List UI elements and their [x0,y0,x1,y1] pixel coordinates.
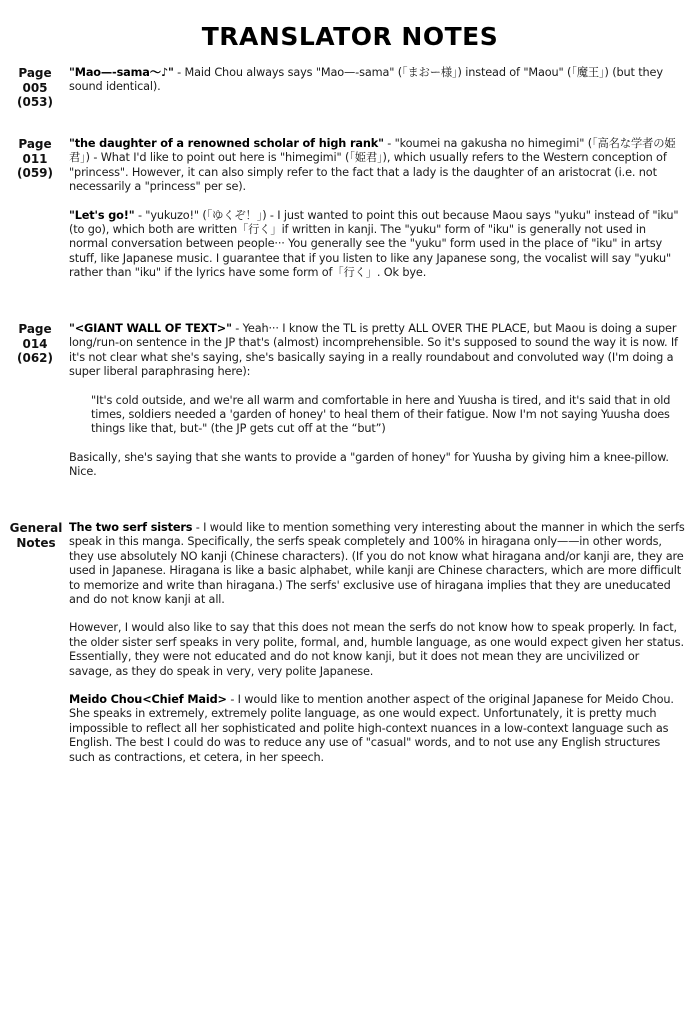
note-text: - Maid Chou always says "Mao—-sama" (「まおー様」) instead of "Maou" (「魔王」) (but they sound identical). [69,66,663,94]
label-line: 011 [22,151,48,166]
page-title: TRANSLATOR NOTES [201,22,499,51]
note-paragraph [69,621,685,679]
label-line: Page [18,66,52,80]
label-line: Page [18,322,52,336]
label-line: General [9,521,63,535]
section-label [10,322,60,366]
section-label [10,137,60,181]
note-text: However, I would also like to say that this does not mean the serfs do not know how to speak properly. In fact, the older sister serf speaks in very polite, formal, and, humble language, as one would expect given her status. Essentially, they were not educated and do not know kanji, but it does not mean they are uncivilized or savage, as they do speak in very, very polite Japanese. [69,621,684,678]
label-line: Notes [16,535,56,550]
note-paragraph [69,137,685,195]
section-content [69,137,685,281]
note-term: "<GIANT WALL OF TEXT>" [69,322,232,335]
note-text: - I would like to mention something very interesting about the manner in which the serfs speak in this manga. Specifically, the serfs speak completely and 100% in hiragana only——in other words, they use absolutely NO kanji (Chinese characters). (If you do not know what hiragana and/or kanji are, they are used in Japanese. Hiragana is like a basic alphabet, while kanji are Chinese characters, which are more difficult to memorize and write than hiragana.) The serfs' exclusive use of hiragana implies that they are uneducated and do not know kanji at all. [69,521,685,607]
section-label [7,521,65,550]
section-content [69,521,685,765]
note-paragraph [69,209,685,281]
label-line: 014 [22,336,48,351]
section-content [69,66,685,95]
label-line: (053) [16,95,54,109]
label-line: 005 [22,80,48,95]
section-label [10,66,60,110]
section-content [69,322,685,480]
note-term: "Mao—-sama～♪" [69,66,174,79]
note-text: - Yeah··· I know the TL is pretty ALL OVER THE PLACE, but Maou is doing a super long/run-on sentence in the JP that's (almost) incomprehensible. So it's supposed to sound the way it is now. If it's not clear what she's saying, she's basically saying in a really roundabout and convoluted way (I'm doing a super liberal paraphrasing here): [69,322,678,379]
note-paragraph [69,322,685,380]
note-term: "the daughter of a renowned scholar of high rank" [69,137,384,150]
note-text: - "koumei na gakusha no himegimi" (「高名な学者の姫君」) - What I'd like to point out here is "himegimi" (「姫君」), which usually refers to the Western conception of "princess". However, it can also simply refer to the fact that a lady is the daughter of an aristocrat (i.e. not necessarily a "princess" per se). [69,137,676,194]
note-term: The two serf sisters [69,521,193,534]
quoted-paraphrase: "It's cold outside, and we're all warm and comfortable in here and Yuusha is tired, and it's said that in old times, soldiers needed a 'garden of honey' to heal them of their fatigue. Now I'm not saying Yuusha does things like that, but-" (the JP gets cut off at the “but”) [91,393,671,436]
note-paragraph [69,66,685,95]
note-paragraph [69,521,685,607]
note-text: - "yukuzo!" (「ゆくぞ！」) - I just wanted to point this out because Maou says "yuku" instead of "iku" (to go), which both are written「行く」if written in kanji. The "yuku" form of "iku" is generally not used in normal conversation between people··· You generally see the "yuku" form used in the place of "iku" in artsy stuff, like Japanese music. I guarantee that if you listen to like any Japanese song, the vocalist will say "yuku" rather than "iku" if the lyrics have some form of「行く」. Ok bye. [69,208,679,280]
label-line: (062) [16,351,54,365]
note-paragraph: Basically, she's saying that she wants to provide a "garden of honey" for Yuusha by giving him a knee-pillow. Nice. [69,450,669,479]
note-text: - I would like to mention another aspect of the original Japanese for Meido Chou. She speaks in extremely, extremely polite language, as one would expect. Unfortunately, it is pretty much impossible to reflect all her sophisticated and polite high-context nuances in a low-context language such as English. The best I could do was to reduce any use of "casual" words, and to not use any English structures such as contractions, et cetera, in her speech. [69,693,674,764]
note-term: Meido Chou<Chief Maid> [69,693,227,707]
note-term: "Let's go!" [69,208,135,222]
label-line: (059) [16,166,54,180]
note-paragraph [69,693,685,765]
label-line: Page [18,137,52,151]
